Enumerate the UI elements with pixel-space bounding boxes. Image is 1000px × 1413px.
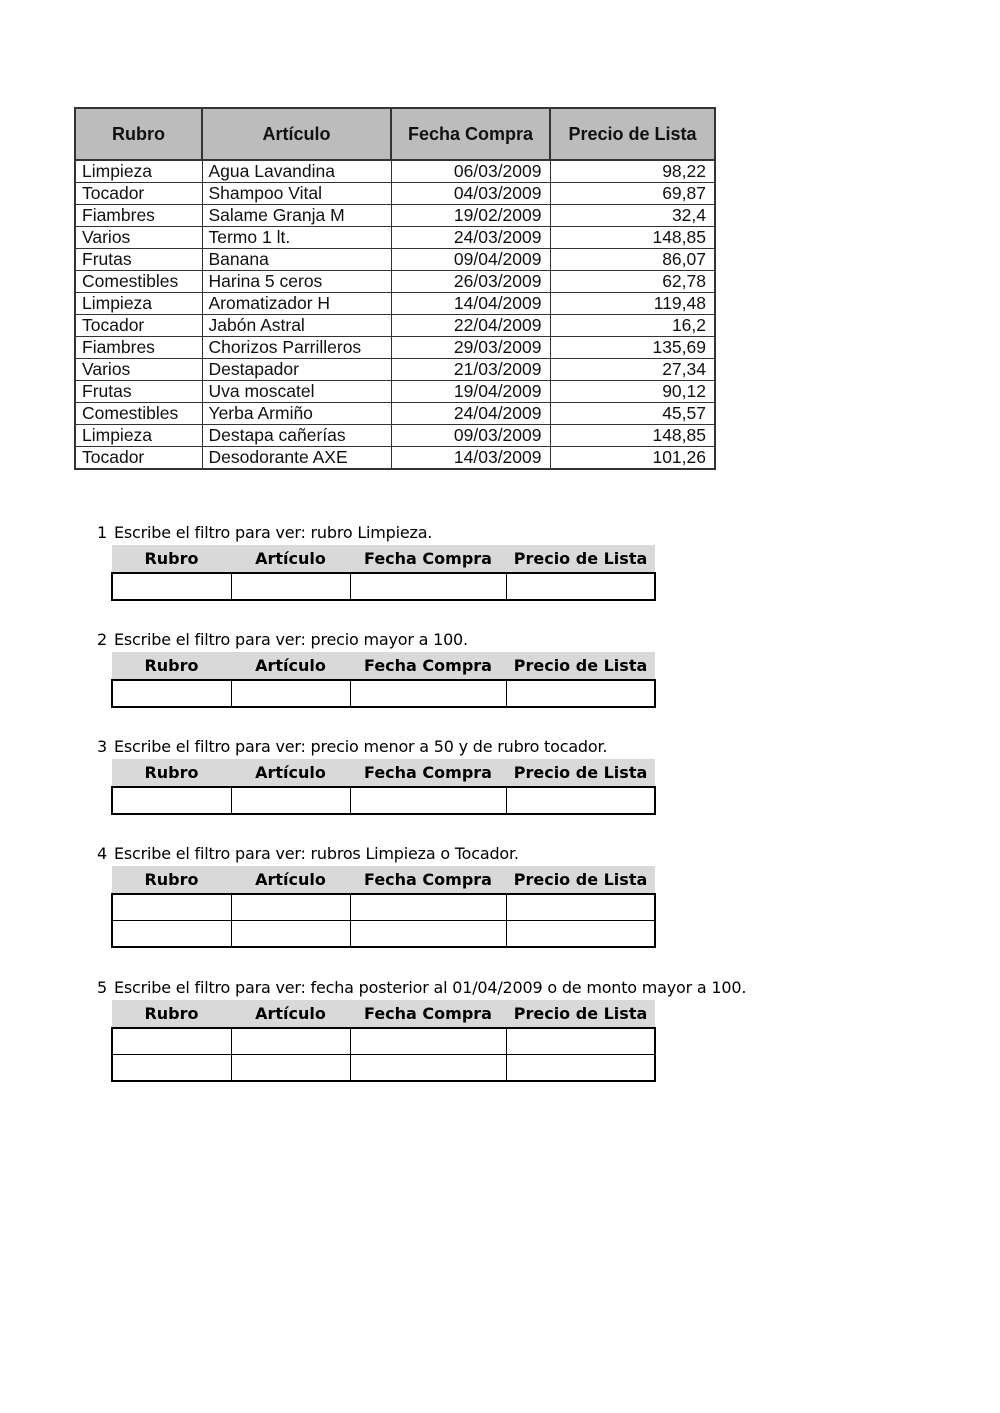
- answer-cell-fecha-compra[interactable]: [350, 680, 506, 707]
- cell-articulo: Harina 5 ceros: [202, 271, 391, 293]
- cell-articulo: Desodorante AXE: [202, 447, 391, 470]
- cell-fecha-compra: 19/02/2009: [391, 205, 550, 227]
- products-table-header: [75, 108, 715, 160]
- exercise-text: Escribe el filtro para ver: rubros Limpieza o Tocador.: [114, 844, 519, 863]
- answer-table: [111, 759, 656, 815]
- answer-header-articulo: Artículo: [231, 1000, 350, 1028]
- answer-row: [112, 894, 655, 921]
- cell-rubro: Tocador: [75, 447, 202, 470]
- answer-row: [112, 1055, 655, 1082]
- cell-fecha-compra: 14/03/2009: [391, 447, 550, 470]
- answer-row: [112, 921, 655, 948]
- cell-precio-lista: 98,22: [550, 160, 715, 183]
- cell-articulo: Banana: [202, 249, 391, 271]
- answer-cell-articulo[interactable]: [231, 1055, 350, 1082]
- answer-cell-rubro[interactable]: [112, 894, 231, 921]
- cell-rubro: Comestibles: [75, 403, 202, 425]
- cell-rubro: Limpieza: [75, 425, 202, 447]
- cell-rubro: Fiambres: [75, 337, 202, 359]
- answer-header-rubro: Rubro: [112, 759, 231, 787]
- answer-header-rubro: Rubro: [112, 652, 231, 680]
- answer-cell-precio-lista[interactable]: [506, 1055, 655, 1082]
- cell-rubro: Limpieza: [75, 160, 202, 183]
- cell-precio-lista: 16,2: [550, 315, 715, 337]
- answer-cell-precio-lista[interactable]: [506, 894, 655, 921]
- cell-articulo: Chorizos Parrilleros: [202, 337, 391, 359]
- cell-fecha-compra: 24/03/2009: [391, 227, 550, 249]
- cell-precio-lista: 27,34: [550, 359, 715, 381]
- table-row: [75, 271, 715, 293]
- exercise-text: Escribe el filtro para ver: precio menor a 50 y de rubro tocador.: [114, 737, 608, 756]
- cell-precio-lista: 148,85: [550, 227, 715, 249]
- exercise-title: [97, 521, 817, 545]
- answer-header-rubro: Rubro: [112, 866, 231, 894]
- answer-cell-rubro[interactable]: [112, 787, 231, 814]
- answer-cell-articulo[interactable]: [231, 894, 350, 921]
- cell-rubro: Tocador: [75, 315, 202, 337]
- cell-articulo: Aromatizador H: [202, 293, 391, 315]
- answer-cell-articulo[interactable]: [231, 921, 350, 948]
- cell-fecha-compra: 26/03/2009: [391, 271, 550, 293]
- answer-header-fecha-compra: Fecha Compra: [350, 1000, 506, 1028]
- answer-cell-fecha-compra[interactable]: [350, 573, 506, 600]
- products-table: [74, 107, 716, 470]
- cell-precio-lista: 135,69: [550, 337, 715, 359]
- answer-cell-articulo[interactable]: [231, 787, 350, 814]
- exercise-number: 3: [97, 737, 107, 756]
- answer-cell-articulo[interactable]: [231, 573, 350, 600]
- answer-table-header: [112, 545, 655, 573]
- answer-header-articulo: Artículo: [231, 759, 350, 787]
- exercise-title: [97, 628, 817, 652]
- answer-cell-precio-lista[interactable]: [506, 787, 655, 814]
- cell-rubro: Limpieza: [75, 293, 202, 315]
- answer-cell-precio-lista[interactable]: [506, 1028, 655, 1055]
- cell-rubro: Tocador: [75, 183, 202, 205]
- cell-fecha-compra: 09/04/2009: [391, 249, 550, 271]
- table-row: [75, 359, 715, 381]
- exercise-4: [97, 842, 817, 948]
- cell-precio-lista: 101,26: [550, 447, 715, 470]
- answer-cell-precio-lista[interactable]: [506, 680, 655, 707]
- exercise-1: [97, 521, 817, 601]
- cell-fecha-compra: 29/03/2009: [391, 337, 550, 359]
- exercise-text: Escribe el filtro para ver: fecha posterior al 01/04/2009 o de monto mayor a 100.: [114, 978, 747, 997]
- answer-table: [111, 545, 656, 601]
- cell-rubro: Frutas: [75, 249, 202, 271]
- exercise-title: [97, 976, 817, 1000]
- cell-precio-lista: 90,12: [550, 381, 715, 403]
- answer-header-articulo: Artículo: [231, 866, 350, 894]
- answer-table: [111, 866, 656, 948]
- header-rubro: Rubro: [75, 108, 202, 160]
- answer-header-precio-lista: Precio de Lista: [506, 1000, 655, 1028]
- answer-cell-fecha-compra[interactable]: [350, 894, 506, 921]
- answer-header-precio-lista: Precio de Lista: [506, 866, 655, 894]
- cell-precio-lista: 119,48: [550, 293, 715, 315]
- answer-cell-fecha-compra[interactable]: [350, 1055, 506, 1082]
- cell-articulo: Termo 1 lt.: [202, 227, 391, 249]
- answer-cell-precio-lista[interactable]: [506, 573, 655, 600]
- answer-header-fecha-compra: Fecha Compra: [350, 652, 506, 680]
- cell-articulo: Jabón Astral: [202, 315, 391, 337]
- header-articulo: Artículo: [202, 108, 391, 160]
- cell-precio-lista: 62,78: [550, 271, 715, 293]
- cell-rubro: Frutas: [75, 381, 202, 403]
- answer-header-precio-lista: Precio de Lista: [506, 652, 655, 680]
- answer-cell-fecha-compra[interactable]: [350, 921, 506, 948]
- cell-precio-lista: 69,87: [550, 183, 715, 205]
- cell-articulo: Destapa cañerías: [202, 425, 391, 447]
- cell-articulo: Destapador: [202, 359, 391, 381]
- answer-header-rubro: Rubro: [112, 1000, 231, 1028]
- answer-table: [111, 652, 656, 708]
- exercise-title: [97, 842, 817, 866]
- cell-articulo: Salame Granja M: [202, 205, 391, 227]
- exercise-text: Escribe el filtro para ver: precio mayor a 100.: [114, 630, 468, 649]
- cell-fecha-compra: 04/03/2009: [391, 183, 550, 205]
- cell-articulo: Uva moscatel: [202, 381, 391, 403]
- answer-row: [112, 787, 655, 814]
- table-row: [75, 160, 715, 183]
- exercise-text: Escribe el filtro para ver: rubro Limpieza.: [114, 523, 433, 542]
- cell-articulo: Agua Lavandina: [202, 160, 391, 183]
- answer-header-fecha-compra: Fecha Compra: [350, 759, 506, 787]
- answer-cell-articulo[interactable]: [231, 1028, 350, 1055]
- answer-table-header: [112, 759, 655, 787]
- exercise-number: 4: [97, 844, 107, 863]
- table-row: [75, 381, 715, 403]
- answer-header-precio-lista: Precio de Lista: [506, 545, 655, 573]
- answer-cell-rubro[interactable]: [112, 1028, 231, 1055]
- cell-precio-lista: 86,07: [550, 249, 715, 271]
- answer-header-precio-lista: Precio de Lista: [506, 759, 655, 787]
- answer-cell-precio-lista[interactable]: [506, 921, 655, 948]
- answer-table-header: [112, 866, 655, 894]
- table-row: [75, 337, 715, 359]
- header-precio-lista: Precio de Lista: [550, 108, 715, 160]
- exercise-5: [97, 976, 817, 1082]
- answer-table: [111, 1000, 656, 1082]
- cell-fecha-compra: 24/04/2009: [391, 403, 550, 425]
- table-row: [75, 205, 715, 227]
- answer-row: [112, 680, 655, 707]
- header-fecha-compra: Fecha Compra: [391, 108, 550, 160]
- cell-precio-lista: 148,85: [550, 425, 715, 447]
- answer-row: [112, 1028, 655, 1055]
- table-row: [75, 183, 715, 205]
- answer-header-rubro: Rubro: [112, 545, 231, 573]
- cell-articulo: Shampoo Vital: [202, 183, 391, 205]
- answer-cell-fecha-compra[interactable]: [350, 787, 506, 814]
- answer-row: [112, 573, 655, 600]
- exercise-title: [97, 735, 817, 759]
- answer-cell-rubro[interactable]: [112, 921, 231, 948]
- table-row: [75, 293, 715, 315]
- cell-rubro: Fiambres: [75, 205, 202, 227]
- answer-header-articulo: Artículo: [231, 652, 350, 680]
- cell-fecha-compra: 06/03/2009: [391, 160, 550, 183]
- cell-fecha-compra: 21/03/2009: [391, 359, 550, 381]
- table-row: [75, 249, 715, 271]
- cell-rubro: Varios: [75, 227, 202, 249]
- table-row: [75, 403, 715, 425]
- cell-fecha-compra: 22/04/2009: [391, 315, 550, 337]
- exercise-number: 2: [97, 630, 107, 649]
- cell-fecha-compra: 09/03/2009: [391, 425, 550, 447]
- cell-fecha-compra: 14/04/2009: [391, 293, 550, 315]
- cell-precio-lista: 45,57: [550, 403, 715, 425]
- exercise-number: 5: [97, 978, 107, 997]
- answer-cell-articulo[interactable]: [231, 680, 350, 707]
- table-row: [75, 315, 715, 337]
- answer-header-fecha-compra: Fecha Compra: [350, 866, 506, 894]
- cell-rubro: Varios: [75, 359, 202, 381]
- answer-table-header: [112, 652, 655, 680]
- exercise-2: [97, 628, 817, 708]
- cell-precio-lista: 32,4: [550, 205, 715, 227]
- answer-cell-fecha-compra[interactable]: [350, 1028, 506, 1055]
- cell-fecha-compra: 19/04/2009: [391, 381, 550, 403]
- table-row: [75, 425, 715, 447]
- answer-cell-rubro[interactable]: [112, 1055, 231, 1082]
- cell-articulo: Yerba Armiño: [202, 403, 391, 425]
- table-row: [75, 447, 715, 470]
- answer-header-fecha-compra: Fecha Compra: [350, 545, 506, 573]
- exercise-number: 1: [97, 523, 107, 542]
- answer-cell-rubro[interactable]: [112, 573, 231, 600]
- cell-rubro: Comestibles: [75, 271, 202, 293]
- answer-cell-rubro[interactable]: [112, 680, 231, 707]
- exercise-3: [97, 735, 817, 815]
- answer-table-header: [112, 1000, 655, 1028]
- answer-header-articulo: Artículo: [231, 545, 350, 573]
- table-row: [75, 227, 715, 249]
